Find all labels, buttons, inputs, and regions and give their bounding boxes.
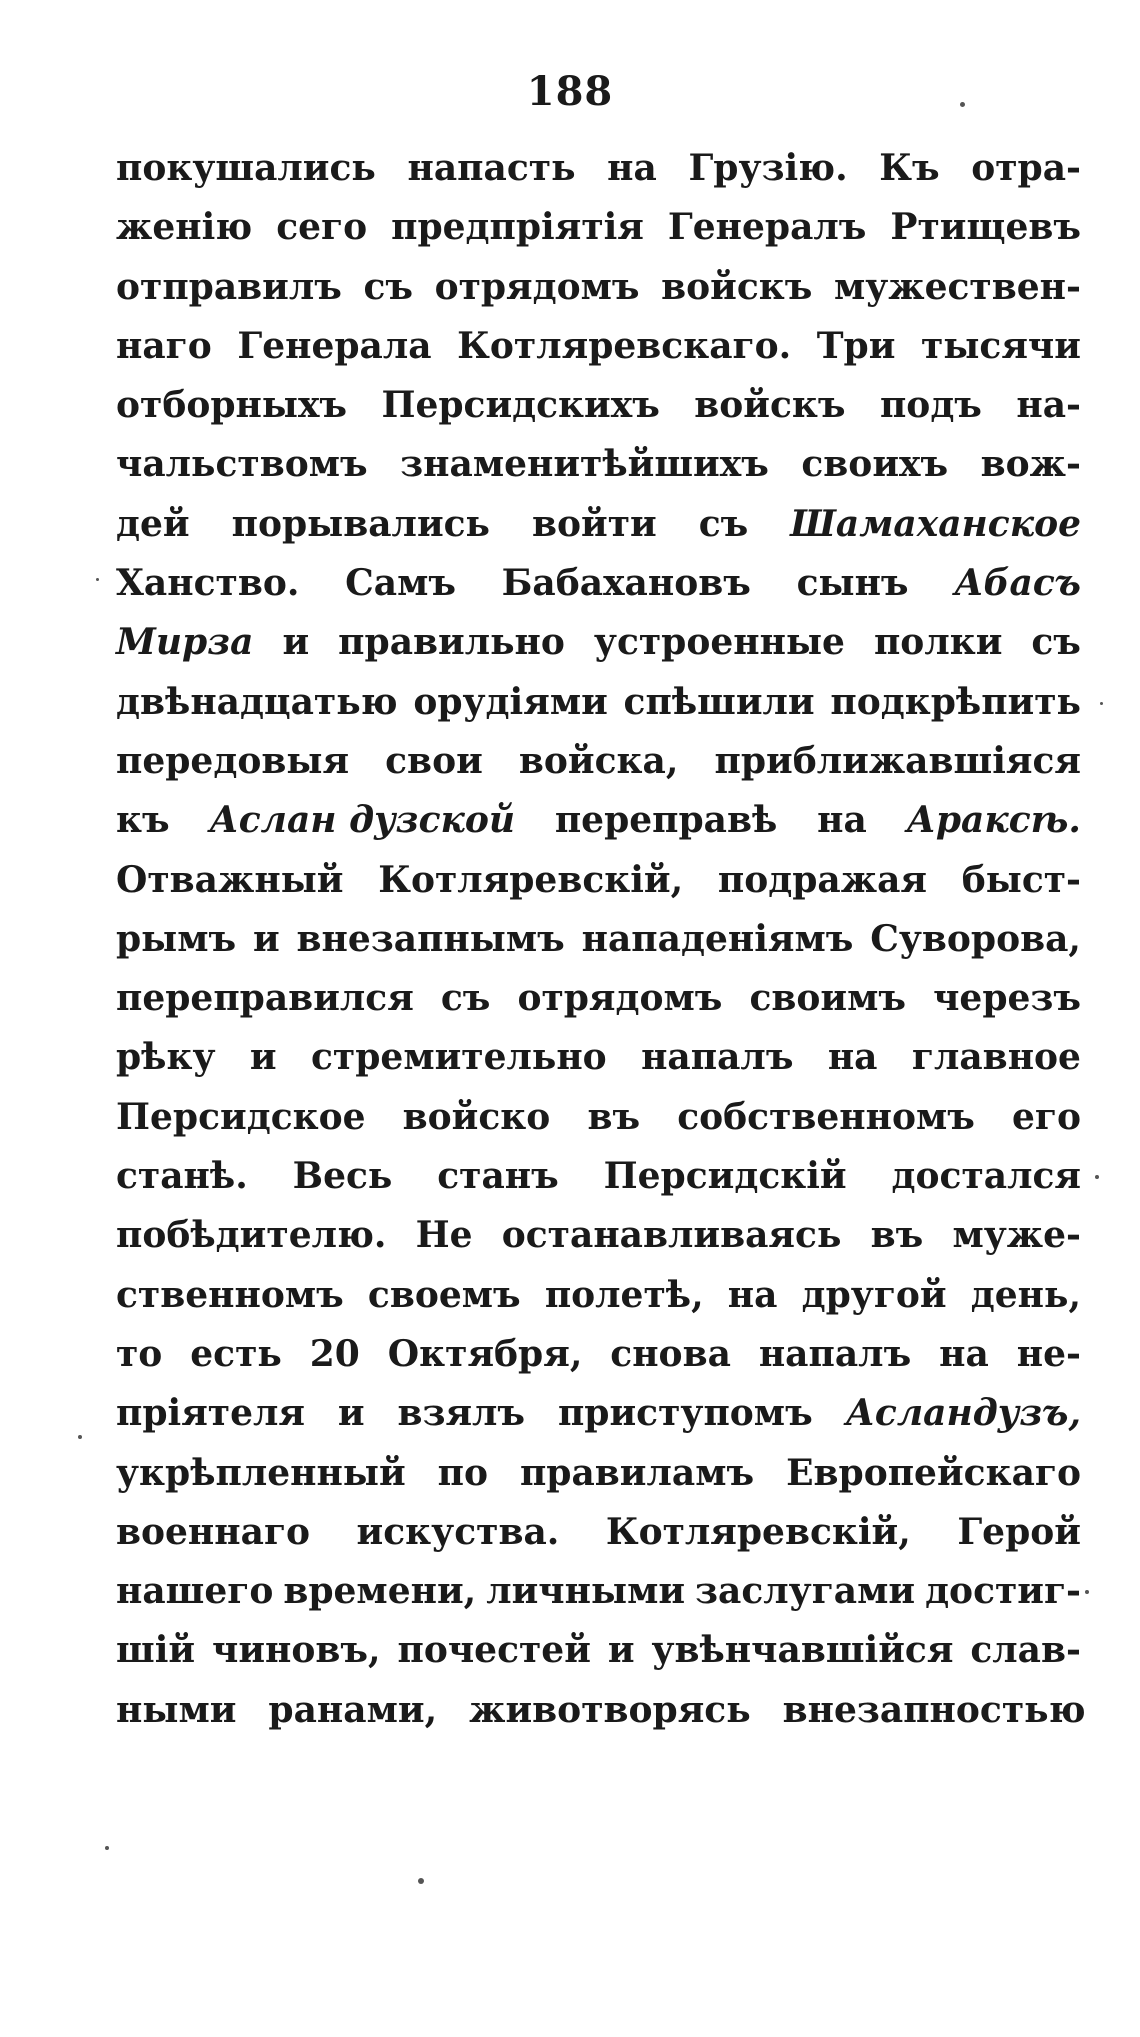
- word: приближавшіяся: [714, 739, 1081, 782]
- word: день,: [970, 1273, 1081, 1316]
- word: есть: [190, 1332, 282, 1375]
- word: чиновъ,: [211, 1629, 381, 1672]
- word: отрядомъ: [517, 977, 723, 1020]
- word: ными: [116, 1688, 237, 1731]
- word: искуства.: [356, 1510, 560, 1553]
- word: стремительно: [311, 1036, 607, 1079]
- text-line: [116, 139, 1081, 198]
- text-line: [116, 376, 1081, 435]
- text-line: [116, 1444, 1081, 1503]
- word: останавливаясь: [501, 1214, 842, 1257]
- word: съ: [363, 265, 413, 308]
- word: напалъ: [758, 1332, 912, 1375]
- word: Персидскихъ: [381, 384, 660, 427]
- word: Котляревскій,: [378, 858, 684, 901]
- text-line: [116, 1088, 1081, 1147]
- text-line: [116, 1503, 1081, 1562]
- word: станъ: [437, 1155, 559, 1198]
- italic-word: Аслан дузской: [209, 799, 516, 842]
- word: Октября,: [387, 1332, 583, 1375]
- text-line: [116, 317, 1081, 376]
- paper-speck: [1085, 1590, 1089, 1594]
- word: переправился: [116, 977, 414, 1020]
- word: взялъ: [397, 1392, 526, 1435]
- word: устроенные: [593, 621, 845, 664]
- text-line: [116, 1384, 1081, 1443]
- word: подъ: [879, 384, 982, 427]
- word: времени,: [283, 1570, 477, 1613]
- word: главное: [911, 1036, 1081, 1079]
- text-line: [116, 1681, 1086, 1740]
- text-line: [116, 791, 1081, 850]
- word: войскъ: [694, 384, 846, 427]
- word: собственномъ: [677, 1095, 975, 1138]
- italic-word: Асландузъ,: [845, 1392, 1081, 1435]
- word: на: [817, 799, 867, 842]
- word: своемъ: [367, 1273, 521, 1316]
- word: предпріятія: [391, 206, 644, 249]
- word: животворясь: [469, 1688, 751, 1731]
- word: орудіями: [413, 680, 608, 723]
- word: Персидское: [116, 1095, 366, 1138]
- word: спѣшили: [623, 680, 815, 723]
- italic-word: Араксѣ.: [906, 799, 1081, 842]
- word: ственномъ: [116, 1273, 344, 1316]
- italic-word: Шамаханское: [790, 502, 1081, 545]
- word: его: [1012, 1095, 1081, 1138]
- word: съ: [440, 977, 491, 1020]
- word: порывались: [231, 502, 490, 545]
- word: Генерала: [237, 324, 432, 367]
- word: черезъ: [933, 977, 1081, 1020]
- word: войско: [402, 1095, 551, 1138]
- word: войскъ: [661, 265, 813, 308]
- word: то: [116, 1332, 163, 1375]
- word: мужествен-: [833, 265, 1081, 308]
- word: почестей: [397, 1629, 591, 1672]
- word: приступомъ: [557, 1392, 813, 1435]
- word: нашего: [116, 1570, 274, 1613]
- word: отборныхъ: [116, 384, 348, 427]
- word: достался: [891, 1155, 1081, 1198]
- word: Къ: [879, 147, 940, 189]
- word: заслугами: [695, 1570, 916, 1613]
- word: передовыя: [116, 739, 350, 782]
- word: Котляревскій,: [605, 1510, 911, 1553]
- word: 20: [309, 1332, 360, 1375]
- word: Генералъ: [667, 206, 867, 249]
- word: чальствомъ: [116, 443, 368, 486]
- paper-speck: [1100, 702, 1103, 705]
- word: укрѣпленный: [116, 1451, 406, 1494]
- italic-word: Абасъ: [954, 562, 1081, 605]
- text-line: [116, 910, 1081, 969]
- word: на: [727, 1273, 778, 1316]
- text-line: [116, 613, 1081, 672]
- word: въ: [870, 1214, 924, 1257]
- word: тысячи: [921, 324, 1081, 367]
- word: сего: [276, 206, 368, 249]
- word: Три: [816, 324, 896, 367]
- word: сынъ: [796, 562, 909, 605]
- word: своихъ: [801, 443, 949, 486]
- body-text: [116, 139, 1086, 1740]
- word: Грузію.: [688, 147, 848, 189]
- word: быст-: [961, 858, 1081, 901]
- word: переправѣ: [554, 799, 778, 842]
- word: къ: [116, 799, 170, 842]
- text-line: [116, 258, 1081, 317]
- paper-speck: [960, 102, 965, 107]
- text-line: [116, 1621, 1081, 1680]
- word: Бабахановъ: [501, 562, 751, 605]
- word: нападеніямъ: [581, 917, 854, 960]
- word: войти: [531, 502, 657, 545]
- word: Герой: [957, 1510, 1081, 1553]
- text-line: [116, 1325, 1081, 1384]
- text-line: [116, 1028, 1081, 1087]
- word: правиламъ: [519, 1451, 755, 1494]
- word: побѣдителю.: [116, 1214, 387, 1257]
- word: съ: [698, 502, 749, 545]
- word: напасть: [407, 147, 576, 189]
- word: снова: [610, 1332, 731, 1375]
- text-line: [116, 495, 1081, 554]
- word: отправилъ: [116, 265, 342, 308]
- text-line: [116, 435, 1081, 494]
- word: Не: [415, 1214, 473, 1257]
- word: наго: [116, 324, 212, 367]
- word: напалъ: [641, 1036, 794, 1079]
- word: на-: [1016, 384, 1081, 427]
- text-line: [116, 969, 1081, 1028]
- word: съ: [1031, 621, 1081, 664]
- word: женію: [116, 206, 253, 249]
- word: внезапнымъ: [296, 917, 565, 960]
- word: станѣ.: [116, 1155, 248, 1198]
- text-line: [116, 1266, 1081, 1325]
- word: войска,: [518, 739, 679, 782]
- word: на: [607, 147, 657, 189]
- text-line: [116, 554, 1081, 613]
- text-line: [116, 851, 1081, 910]
- word: рѣку: [116, 1036, 216, 1079]
- word: шій: [116, 1629, 196, 1672]
- word: Европейскаго: [786, 1451, 1081, 1494]
- page-number: 188: [526, 68, 614, 115]
- word: и: [607, 1629, 635, 1672]
- paper-speck: [418, 1878, 424, 1884]
- word: Ртищевъ: [890, 206, 1081, 249]
- word: пріятеля: [116, 1392, 305, 1435]
- word: двѣнадцатью: [116, 680, 398, 723]
- word: достиг-: [925, 1570, 1081, 1613]
- text-line: [116, 1562, 1081, 1621]
- word: своимъ: [749, 977, 907, 1020]
- word: Персидскій: [603, 1155, 847, 1198]
- word: по: [437, 1451, 488, 1494]
- paper-speck: [78, 1435, 82, 1439]
- word: правильно: [338, 621, 565, 664]
- word: подражая: [717, 858, 928, 901]
- text-line: [116, 1206, 1081, 1265]
- text-line: [116, 673, 1081, 732]
- word: и: [249, 1036, 277, 1079]
- paper-speck: [105, 1846, 109, 1850]
- word: вож-: [980, 443, 1081, 486]
- word: полки: [873, 621, 1003, 664]
- word: полетѣ,: [544, 1273, 704, 1316]
- word: покушались: [116, 147, 376, 189]
- paper-speck: [96, 578, 99, 581]
- word: на: [939, 1332, 989, 1375]
- word: военнаго: [116, 1510, 311, 1553]
- word: и: [282, 621, 310, 664]
- word: увѣнчавшійся: [651, 1629, 954, 1672]
- word: другой: [801, 1273, 947, 1316]
- word: Котляревскаго.: [457, 324, 792, 367]
- word: и: [337, 1392, 365, 1435]
- word: личными: [486, 1570, 686, 1613]
- word: не-: [1016, 1332, 1081, 1375]
- word: рымъ: [116, 917, 237, 960]
- word: слав-: [970, 1629, 1081, 1672]
- word: Отважный: [116, 858, 344, 901]
- word: Самъ: [345, 562, 456, 605]
- text-line: [116, 732, 1081, 791]
- text-line: [116, 198, 1081, 257]
- word: муже-: [952, 1214, 1081, 1257]
- word: Весь: [292, 1155, 393, 1198]
- word: Ханство.: [116, 562, 300, 605]
- word: въ: [587, 1095, 641, 1138]
- word: подкрѣпить: [830, 680, 1081, 723]
- word: ранами,: [268, 1688, 438, 1731]
- italic-word: Мирза: [116, 621, 254, 664]
- word: Суворова,: [870, 917, 1081, 960]
- word: на: [827, 1036, 878, 1079]
- word: знаменитѣйшихъ: [400, 443, 769, 486]
- word: отрядомъ: [434, 265, 640, 308]
- word: и: [252, 917, 280, 960]
- word: свои: [385, 739, 483, 782]
- paper-speck: [1095, 1175, 1099, 1179]
- word: отра-: [971, 147, 1081, 189]
- word: внезапностью: [782, 1688, 1086, 1731]
- word: дей: [116, 502, 190, 545]
- text-line: [116, 1147, 1081, 1206]
